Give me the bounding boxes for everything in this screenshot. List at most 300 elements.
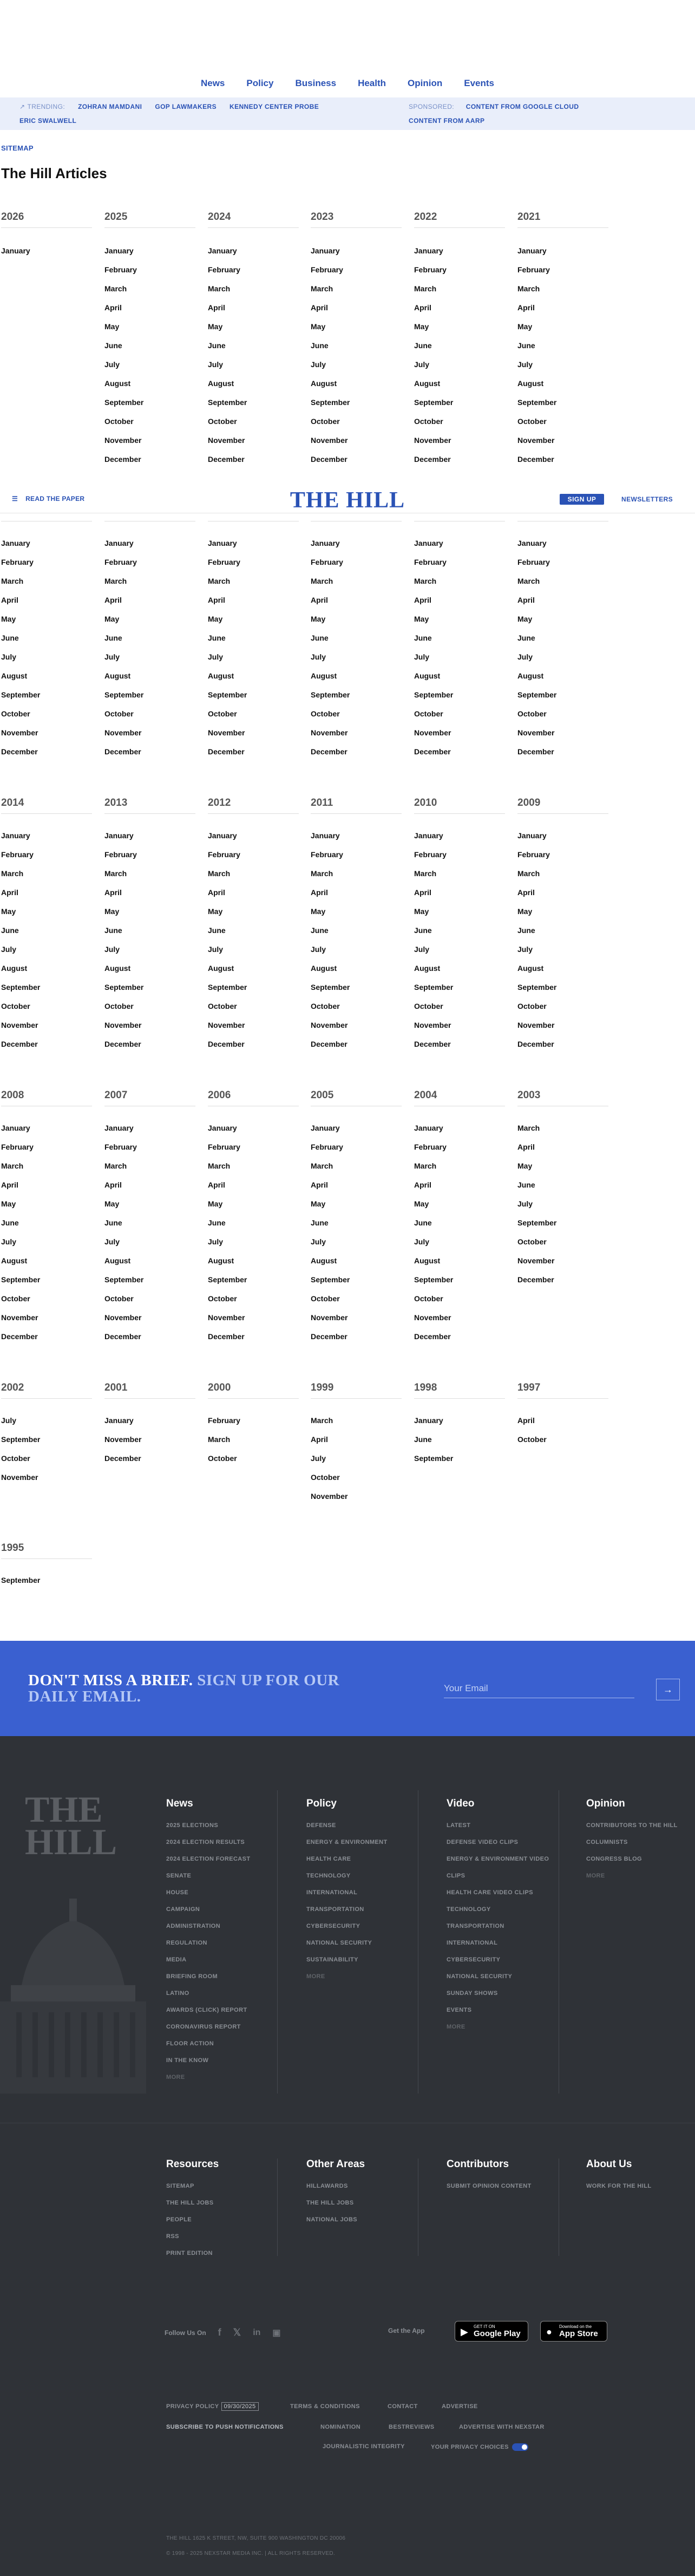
month-link[interactable]: April [517, 1416, 535, 1425]
footer-link[interactable]: HEALTH CARE [306, 1856, 351, 1862]
month-link[interactable]: April [208, 888, 225, 897]
trending-link[interactable]: ZOHRAN MAMDANI [78, 103, 142, 110]
month-link[interactable]: February [311, 850, 343, 859]
month-link[interactable]: May [414, 1199, 429, 1208]
month-link[interactable]: November [104, 1021, 142, 1029]
month-link[interactable]: January [311, 831, 340, 840]
month-link[interactable]: June [517, 341, 535, 350]
sitemap-breadcrumb[interactable]: SITEMAP [1, 144, 34, 152]
month-link[interactable]: December [517, 1040, 554, 1048]
footer-link[interactable]: NATIONAL JOBS [306, 2216, 358, 2223]
footer-link[interactable]: NATIONAL SECURITY [306, 1940, 372, 1946]
month-link[interactable]: June [1, 926, 19, 935]
month-link[interactable]: April [311, 888, 328, 897]
month-link[interactable]: July [311, 1237, 326, 1246]
footer-link[interactable]: TRANSPORTATION [306, 1906, 364, 1913]
month-link[interactable]: November [208, 436, 245, 445]
month-link[interactable]: January [414, 539, 443, 547]
month-link[interactable]: July [1, 653, 17, 661]
legal-link[interactable]: CONTACT [388, 2403, 418, 2410]
month-link[interactable]: August [208, 964, 234, 973]
month-link[interactable]: April [208, 303, 225, 312]
month-link[interactable]: July [517, 945, 533, 954]
month-link[interactable]: July [414, 945, 430, 954]
month-link[interactable]: January [104, 1416, 134, 1425]
footer-link[interactable]: EVENTS [447, 2007, 472, 2013]
nav-item-opinion[interactable]: Opinion [408, 78, 443, 88]
month-link[interactable]: March [1, 1162, 24, 1170]
footer-column-title[interactable]: Policy [306, 1798, 337, 1809]
month-link[interactable]: May [104, 1199, 120, 1208]
month-link[interactable]: January [1, 831, 30, 840]
footer-link[interactable]: REGULATION [166, 1940, 207, 1946]
month-link[interactable]: April [517, 888, 535, 897]
newsletters-link[interactable]: NEWSLETTERS [621, 495, 673, 503]
month-link[interactable]: March [414, 284, 437, 293]
month-link[interactable]: September [104, 690, 144, 699]
month-link[interactable]: November [311, 436, 348, 445]
footer-link[interactable]: ENERGY & ENVIRONMENT VIDEO CLIPS [447, 1856, 549, 1879]
month-link[interactable]: October [104, 709, 134, 718]
month-link[interactable]: May [311, 322, 326, 331]
footer-link[interactable]: SITEMAP [166, 2183, 194, 2189]
month-link[interactable]: November [208, 728, 245, 737]
month-link[interactable]: June [414, 634, 432, 642]
month-link[interactable]: February [104, 850, 137, 859]
month-link[interactable]: January [517, 246, 547, 255]
month-link[interactable]: June [104, 1218, 122, 1227]
footer-link[interactable]: INTERNATIONAL [447, 1940, 498, 1946]
sponsored-link[interactable]: CONTENT FROM GOOGLE CLOUD [465, 103, 579, 110]
footer-column-title[interactable]: News [166, 1798, 193, 1809]
month-link[interactable]: July [311, 945, 326, 954]
month-link[interactable]: July [104, 360, 120, 369]
month-link[interactable]: January [208, 246, 237, 255]
month-link[interactable]: June [311, 341, 329, 350]
submit-button[interactable] [656, 1679, 680, 1700]
month-link[interactable]: October [1, 1294, 30, 1303]
month-link[interactable]: January [414, 1416, 443, 1425]
month-link[interactable]: April [208, 596, 225, 604]
month-link[interactable]: September [311, 1275, 350, 1284]
month-link[interactable]: June [414, 341, 432, 350]
month-link[interactable]: August [1, 964, 28, 973]
month-link[interactable]: August [311, 671, 337, 680]
month-link[interactable]: March [208, 284, 231, 293]
month-link[interactable]: July [1, 1416, 17, 1425]
month-link[interactable]: April [1, 888, 18, 897]
nav-item-news[interactable]: News [200, 78, 225, 88]
month-link[interactable]: November [311, 728, 348, 737]
legal-link[interactable]: NOMINATION [320, 2424, 361, 2430]
month-link[interactable]: May [104, 907, 120, 916]
month-link[interactable]: January [311, 1124, 340, 1132]
month-link[interactable]: December [1, 747, 38, 756]
month-link[interactable]: December [104, 455, 141, 464]
month-link[interactable]: January [414, 246, 443, 255]
month-link[interactable]: May [104, 322, 120, 331]
month-link[interactable]: October [208, 709, 237, 718]
month-link[interactable]: May [1, 907, 16, 916]
month-link[interactable]: February [517, 265, 550, 274]
month-link[interactable]: December [311, 455, 348, 464]
month-link[interactable]: September [208, 398, 247, 407]
month-link[interactable]: November [104, 1435, 142, 1444]
legal-link[interactable]: PRIVACY POLICY 09/30/2025 [166, 2402, 259, 2411]
month-link[interactable]: January [104, 539, 134, 547]
month-link[interactable]: December [311, 1040, 348, 1048]
footer-link[interactable]: CONTRIBUTORS TO THE HILL [586, 1822, 678, 1829]
footer-link[interactable]: LATEST [447, 1822, 471, 1829]
month-link[interactable]: August [517, 379, 544, 388]
month-link[interactable]: February [208, 265, 240, 274]
nav-item-policy[interactable]: Policy [246, 78, 274, 88]
footer-link[interactable]: 2024 ELECTION RESULTS [166, 1839, 245, 1845]
month-link[interactable]: May [208, 1199, 223, 1208]
month-link[interactable]: October [414, 417, 443, 426]
month-link[interactable]: May [311, 615, 326, 623]
month-link[interactable]: November [311, 1021, 348, 1029]
month-link[interactable]: June [208, 1218, 226, 1227]
flipboard-icon[interactable]: ▣ [272, 2328, 281, 2338]
footer-column-title[interactable]: Video [447, 1798, 475, 1809]
month-link[interactable]: May [517, 615, 533, 623]
nav-item-health[interactable]: Health [358, 78, 386, 88]
month-link[interactable]: September [208, 690, 247, 699]
month-link[interactable]: March [311, 1416, 333, 1425]
month-link[interactable]: February [104, 558, 137, 566]
month-link[interactable]: May [311, 907, 326, 916]
month-link[interactable]: April [1, 596, 18, 604]
footer-link[interactable]: CYBERSECURITY [306, 1923, 360, 1929]
month-link[interactable]: May [517, 907, 533, 916]
month-link[interactable]: September [517, 1218, 557, 1227]
month-link[interactable]: March [311, 577, 333, 585]
footer-link[interactable]: IN THE KNOW [166, 2057, 209, 2064]
footer-link[interactable]: HEALTH CARE VIDEO CLIPS [447, 1889, 533, 1896]
month-link[interactable]: February [311, 1143, 343, 1151]
month-link[interactable]: October [208, 1002, 237, 1010]
footer-link[interactable]: PRINT EDITION [166, 2250, 213, 2257]
month-link[interactable]: March [208, 1435, 231, 1444]
month-link[interactable]: June [1, 1218, 19, 1227]
footer-link[interactable]: SUBMIT OPINION CONTENT [447, 2183, 532, 2189]
month-link[interactable]: January [311, 246, 340, 255]
month-link[interactable]: November [208, 1313, 245, 1322]
month-link[interactable]: July [104, 653, 120, 661]
month-link[interactable]: April [517, 303, 535, 312]
month-link[interactable]: August [208, 379, 234, 388]
month-link[interactable]: January [414, 831, 443, 840]
month-link[interactable]: September [311, 690, 350, 699]
month-link[interactable]: May [311, 1199, 326, 1208]
month-link[interactable]: April [104, 596, 122, 604]
footer-link[interactable]: NATIONAL SECURITY [447, 1973, 513, 1980]
legal-link[interactable]: BESTREVIEWS [389, 2424, 435, 2430]
month-link[interactable]: November [1, 1021, 38, 1029]
month-link[interactable]: July [208, 1237, 224, 1246]
month-link[interactable]: July [414, 1237, 430, 1246]
footer-link[interactable]: THE HILL JOBS [306, 2200, 354, 2206]
month-link[interactable]: May [414, 322, 429, 331]
month-link[interactable]: November [208, 1021, 245, 1029]
month-link[interactable]: March [208, 1162, 231, 1170]
month-link[interactable]: November [517, 1256, 555, 1265]
footer-link[interactable]: PEOPLE [166, 2216, 192, 2223]
month-link[interactable]: October [1, 709, 30, 718]
month-link[interactable]: February [517, 558, 550, 566]
month-link[interactable]: August [104, 964, 131, 973]
footer-link[interactable]: DEFENSE [306, 1822, 336, 1829]
month-link[interactable]: December [104, 1040, 141, 1048]
month-link[interactable]: November [517, 1021, 555, 1029]
signup-button[interactable]: SIGN UP [560, 494, 604, 505]
month-link[interactable]: August [311, 964, 337, 973]
month-link[interactable]: November [1, 1313, 38, 1322]
month-link[interactable]: May [104, 615, 120, 623]
month-link[interactable]: June [208, 634, 226, 642]
footer-link[interactable]: CYBERSECURITY [447, 1957, 501, 1963]
month-link[interactable]: August [414, 671, 441, 680]
footer-link[interactable]: SENATE [166, 1873, 192, 1879]
legal-link[interactable]: TERMS & CONDITIONS [290, 2403, 360, 2410]
nav-item-business[interactable]: Business [295, 78, 337, 88]
month-link[interactable]: August [1, 671, 28, 680]
month-link[interactable]: September [208, 983, 247, 992]
legal-link[interactable]: ADVERTISE [442, 2403, 478, 2410]
month-link[interactable]: September [414, 398, 454, 407]
month-link[interactable]: August [104, 379, 131, 388]
month-link[interactable]: August [414, 1256, 441, 1265]
month-link[interactable]: October [517, 709, 547, 718]
month-link[interactable]: September [104, 983, 144, 992]
month-link[interactable]: April [1, 1181, 18, 1189]
month-link[interactable]: July [208, 360, 224, 369]
month-link[interactable]: May [1, 615, 16, 623]
month-link[interactable]: December [208, 1332, 245, 1341]
month-link[interactable]: September [414, 1454, 454, 1463]
month-link[interactable]: March [414, 577, 437, 585]
month-link[interactable]: May [517, 322, 533, 331]
month-link[interactable]: October [104, 1002, 134, 1010]
month-link[interactable]: December [311, 1332, 348, 1341]
trending-link[interactable]: KENNEDY CENTER PROBE [230, 103, 319, 110]
month-link[interactable]: June [311, 926, 329, 935]
month-link[interactable]: April [414, 303, 431, 312]
month-link[interactable]: October [104, 417, 134, 426]
month-link[interactable]: October [517, 1237, 547, 1246]
month-link[interactable]: June [414, 1435, 432, 1444]
month-link[interactable]: April [311, 1435, 328, 1444]
month-link[interactable]: August [517, 671, 544, 680]
month-link[interactable]: August [104, 1256, 131, 1265]
legal-link[interactable]: ADVERTISE WITH NEXSTAR [459, 2424, 545, 2430]
month-link[interactable]: July [311, 653, 326, 661]
month-link[interactable]: October [517, 1002, 547, 1010]
month-link[interactable]: December [414, 455, 451, 464]
month-link[interactable]: August [104, 671, 131, 680]
month-link[interactable]: October [1, 1454, 30, 1463]
month-link[interactable]: July [517, 360, 533, 369]
trending-link[interactable]: GOP LAWMAKERS [155, 103, 217, 110]
month-link[interactable]: March [104, 1162, 127, 1170]
month-link[interactable]: November [414, 728, 451, 737]
month-link[interactable]: January [517, 831, 547, 840]
month-link[interactable]: March [311, 869, 333, 878]
month-link[interactable]: March [311, 284, 333, 293]
footer-link[interactable]: BRIEFING ROOM [166, 1973, 218, 1980]
month-link[interactable]: September [208, 1275, 247, 1284]
x-icon[interactable]: 𝕏 [233, 2327, 241, 2338]
month-link[interactable]: April [311, 1181, 328, 1189]
month-link[interactable]: October [208, 417, 237, 426]
month-link[interactable]: January [414, 1124, 443, 1132]
month-link[interactable]: December [517, 1275, 554, 1284]
month-link[interactable]: May [1, 1199, 16, 1208]
footer-link[interactable]: CORONAVIRUS REPORT [166, 2024, 241, 2030]
month-link[interactable]: September [414, 1275, 454, 1284]
month-link[interactable]: December [1, 1332, 38, 1341]
month-link[interactable]: May [208, 907, 223, 916]
footer-link[interactable]: THE HILL JOBS [166, 2200, 214, 2206]
footer-link[interactable]: SUSTAINABILITY [306, 1957, 358, 1963]
month-link[interactable]: August [311, 1256, 337, 1265]
month-link[interactable]: April [104, 1181, 122, 1189]
footer-link[interactable]: MEDIA [166, 1957, 187, 1963]
month-link[interactable]: April [414, 888, 431, 897]
footer-link[interactable]: 2025 ELECTIONS [166, 1822, 219, 1829]
month-link[interactable]: January [1, 539, 30, 547]
month-link[interactable]: November [104, 1313, 142, 1322]
month-link[interactable]: March [208, 577, 231, 585]
month-link[interactable]: March [517, 284, 540, 293]
month-link[interactable]: July [104, 1237, 120, 1246]
month-link[interactable]: March [1, 577, 24, 585]
month-link[interactable]: February [208, 1416, 240, 1425]
month-link[interactable]: February [311, 265, 343, 274]
month-link[interactable]: January [208, 539, 237, 547]
month-link[interactable]: February [1, 1143, 34, 1151]
footer-link[interactable]: COLUMNISTS [586, 1839, 628, 1845]
month-link[interactable]: March [517, 577, 540, 585]
month-link[interactable]: March [208, 869, 231, 878]
month-link[interactable]: January [1, 1124, 30, 1132]
nav-item-events[interactable]: Events [464, 78, 495, 88]
month-link[interactable]: August [1, 1256, 28, 1265]
month-link[interactable]: November [311, 1492, 348, 1501]
footer-more-link[interactable]: MORE [166, 2074, 185, 2081]
month-link[interactable]: June [517, 926, 535, 935]
month-link[interactable]: August [414, 964, 441, 973]
month-link[interactable]: July [311, 1454, 326, 1463]
footer-link[interactable]: RSS [166, 2233, 179, 2240]
month-link[interactable]: July [517, 653, 533, 661]
month-link[interactable]: December [208, 1040, 245, 1048]
month-link[interactable]: October [517, 1435, 547, 1444]
month-link[interactable]: December [517, 747, 554, 756]
footer-link[interactable]: ENERGY & ENVIRONMENT [306, 1839, 388, 1845]
month-link[interactable]: November [414, 436, 451, 445]
month-link[interactable]: March [104, 284, 127, 293]
footer-more-link[interactable]: MORE [306, 1973, 325, 1980]
footer-more-link[interactable]: MORE [586, 1873, 605, 1879]
month-link[interactable]: July [208, 653, 224, 661]
footer-logo[interactable]: THE HILL [25, 1789, 117, 1862]
sponsored-link[interactable]: CONTENT FROM AARP [409, 117, 485, 125]
month-link[interactable]: April [517, 596, 535, 604]
month-link[interactable]: February [517, 850, 550, 859]
menu-icon[interactable]: ☰ [12, 495, 18, 503]
month-link[interactable]: September [517, 690, 557, 699]
month-link[interactable]: March [517, 869, 540, 878]
month-link[interactable]: December [414, 747, 451, 756]
month-link[interactable]: December [311, 747, 348, 756]
month-link[interactable]: October [208, 1294, 237, 1303]
email-input[interactable]: Your Email [444, 1680, 634, 1698]
footer-column-title[interactable]: Other Areas [306, 2158, 365, 2170]
month-link[interactable]: October [414, 1294, 443, 1303]
month-link[interactable]: December [104, 747, 141, 756]
month-link[interactable]: September [1, 1275, 41, 1284]
footer-column-title[interactable]: Contributors [447, 2158, 509, 2170]
month-link[interactable]: February [208, 1143, 240, 1151]
month-link[interactable]: September [104, 1275, 144, 1284]
footer-link[interactable]: 2024 ELECTION FORECAST [166, 1856, 251, 1862]
month-link[interactable]: June [414, 1218, 432, 1227]
footer-column-title[interactable]: About Us [586, 2158, 632, 2170]
month-link[interactable]: February [414, 558, 447, 566]
month-link[interactable]: October [311, 1294, 340, 1303]
month-link[interactable]: February [414, 1143, 447, 1151]
push-notifications-link[interactable]: SUBSCRIBE TO PUSH NOTIFICATIONS [166, 2424, 284, 2430]
month-link[interactable]: July [517, 1199, 533, 1208]
month-link[interactable]: January [311, 539, 340, 547]
month-link[interactable]: September [414, 690, 454, 699]
month-link[interactable]: April [517, 1143, 535, 1151]
month-link[interactable]: October [517, 417, 547, 426]
footer-column-title[interactable]: Opinion [586, 1798, 625, 1809]
month-link[interactable]: May [208, 615, 223, 623]
month-link[interactable]: February [414, 265, 447, 274]
month-link[interactable]: December [414, 1040, 451, 1048]
month-link[interactable]: February [1, 558, 34, 566]
footer-link[interactable]: WORK FOR THE HILL [586, 2183, 652, 2189]
month-link[interactable]: March [104, 577, 127, 585]
month-link[interactable]: December [414, 1332, 451, 1341]
month-link[interactable]: January [1, 246, 30, 255]
month-link[interactable]: October [414, 1002, 443, 1010]
month-link[interactable]: August [208, 1256, 234, 1265]
footer-link[interactable]: FLOOR ACTION [166, 2040, 214, 2047]
footer-link[interactable]: INTERNATIONAL [306, 1889, 358, 1896]
month-link[interactable]: September [311, 983, 350, 992]
month-link[interactable]: September [311, 398, 350, 407]
month-link[interactable]: April [208, 1181, 225, 1189]
month-link[interactable]: December [104, 1332, 141, 1341]
footer-link[interactable]: ADMINISTRATION [166, 1923, 221, 1929]
month-link[interactable]: July [208, 945, 224, 954]
month-link[interactable]: September [1, 983, 41, 992]
privacy-choices-link[interactable]: YOUR PRIVACY CHOICES [431, 2443, 528, 2451]
month-link[interactable]: May [414, 907, 429, 916]
month-link[interactable]: November [104, 728, 142, 737]
month-link[interactable]: April [104, 888, 122, 897]
month-link[interactable]: March [311, 1162, 333, 1170]
month-link[interactable]: June [517, 634, 535, 642]
month-link[interactable]: October [208, 1454, 237, 1463]
month-link[interactable]: January [104, 246, 134, 255]
month-link[interactable]: March [414, 869, 437, 878]
